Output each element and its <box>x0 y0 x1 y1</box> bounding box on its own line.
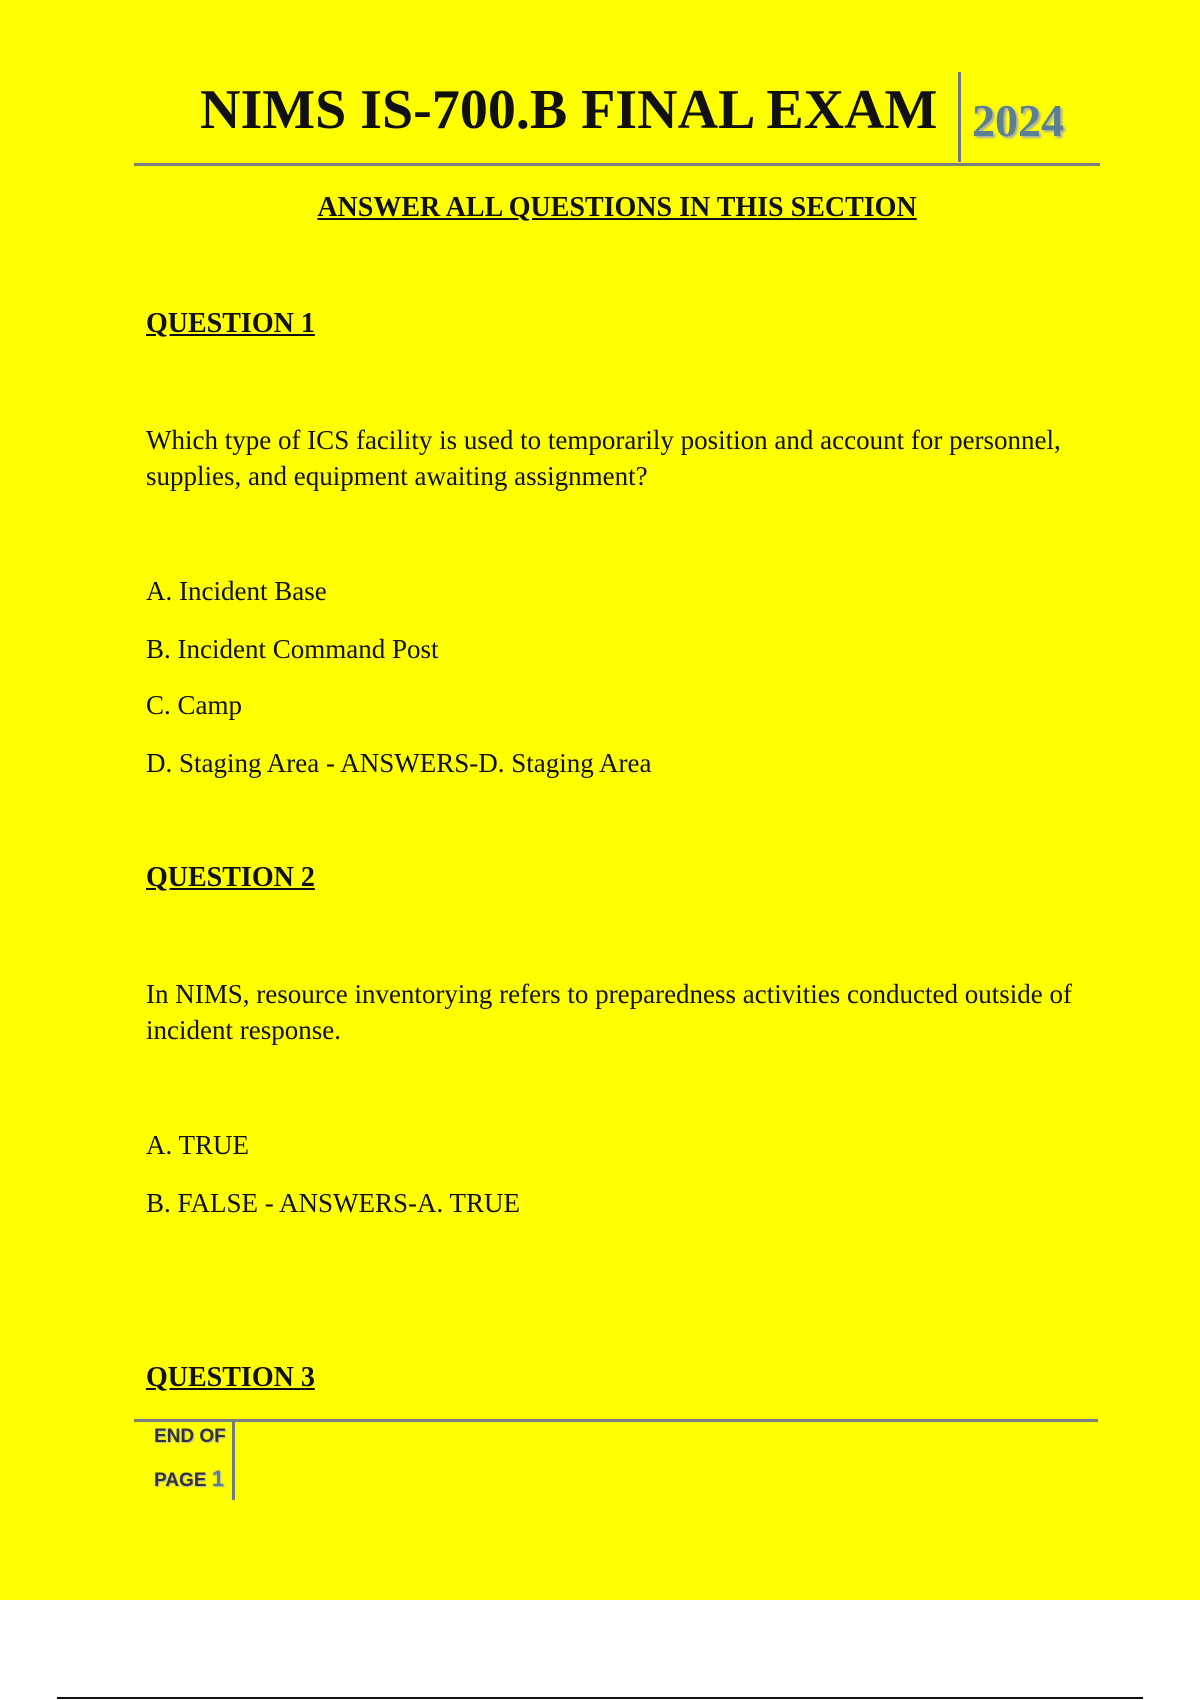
document-title: NIMS IS-700.B FINAL EXAM <box>200 79 938 141</box>
footer-divider <box>232 1422 235 1500</box>
footer-page-label <box>154 1466 224 1492</box>
question-1-heading: QUESTION 1 <box>146 308 315 339</box>
footer-rule <box>134 1419 1098 1422</box>
question-2-option-b: B. FALSE - ANSWERS-A. TRUE <box>146 1188 521 1218</box>
question-1-option-d: D. Staging Area - ANSWERS-D. Staging Area <box>146 748 652 778</box>
question-2-text: In NIMS, resource inventorying refers to preparedness activities conducted outside of incident response. <box>146 979 1072 1045</box>
question-1-option-b: B. Incident Command Post <box>146 634 439 664</box>
question-2-option-a: A. TRUE <box>146 1130 250 1160</box>
title-divider <box>958 72 961 162</box>
footer-page-number: 1 <box>211 1466 224 1491</box>
footer-end-of: END OF <box>154 1426 226 1447</box>
header-rule <box>134 163 1100 166</box>
footer-page-text: PAGE <box>154 1470 207 1491</box>
question-3-heading: QUESTION 3 <box>146 1362 315 1393</box>
document-year: 2024 <box>972 95 1064 146</box>
section-heading: ANSWER ALL QUESTIONS IN THIS SECTION <box>317 192 917 223</box>
question-1-text: Which type of ICS facility is used to temporarily position and account for personnel, supplies, and equipment awaiting assignment? <box>146 425 1061 491</box>
question-2-heading: QUESTION 2 <box>146 862 315 893</box>
page-bottom-line <box>57 1697 1143 1699</box>
question-1-option-c: C. Camp <box>146 690 243 720</box>
question-1-option-a: A. Incident Base <box>146 576 327 606</box>
